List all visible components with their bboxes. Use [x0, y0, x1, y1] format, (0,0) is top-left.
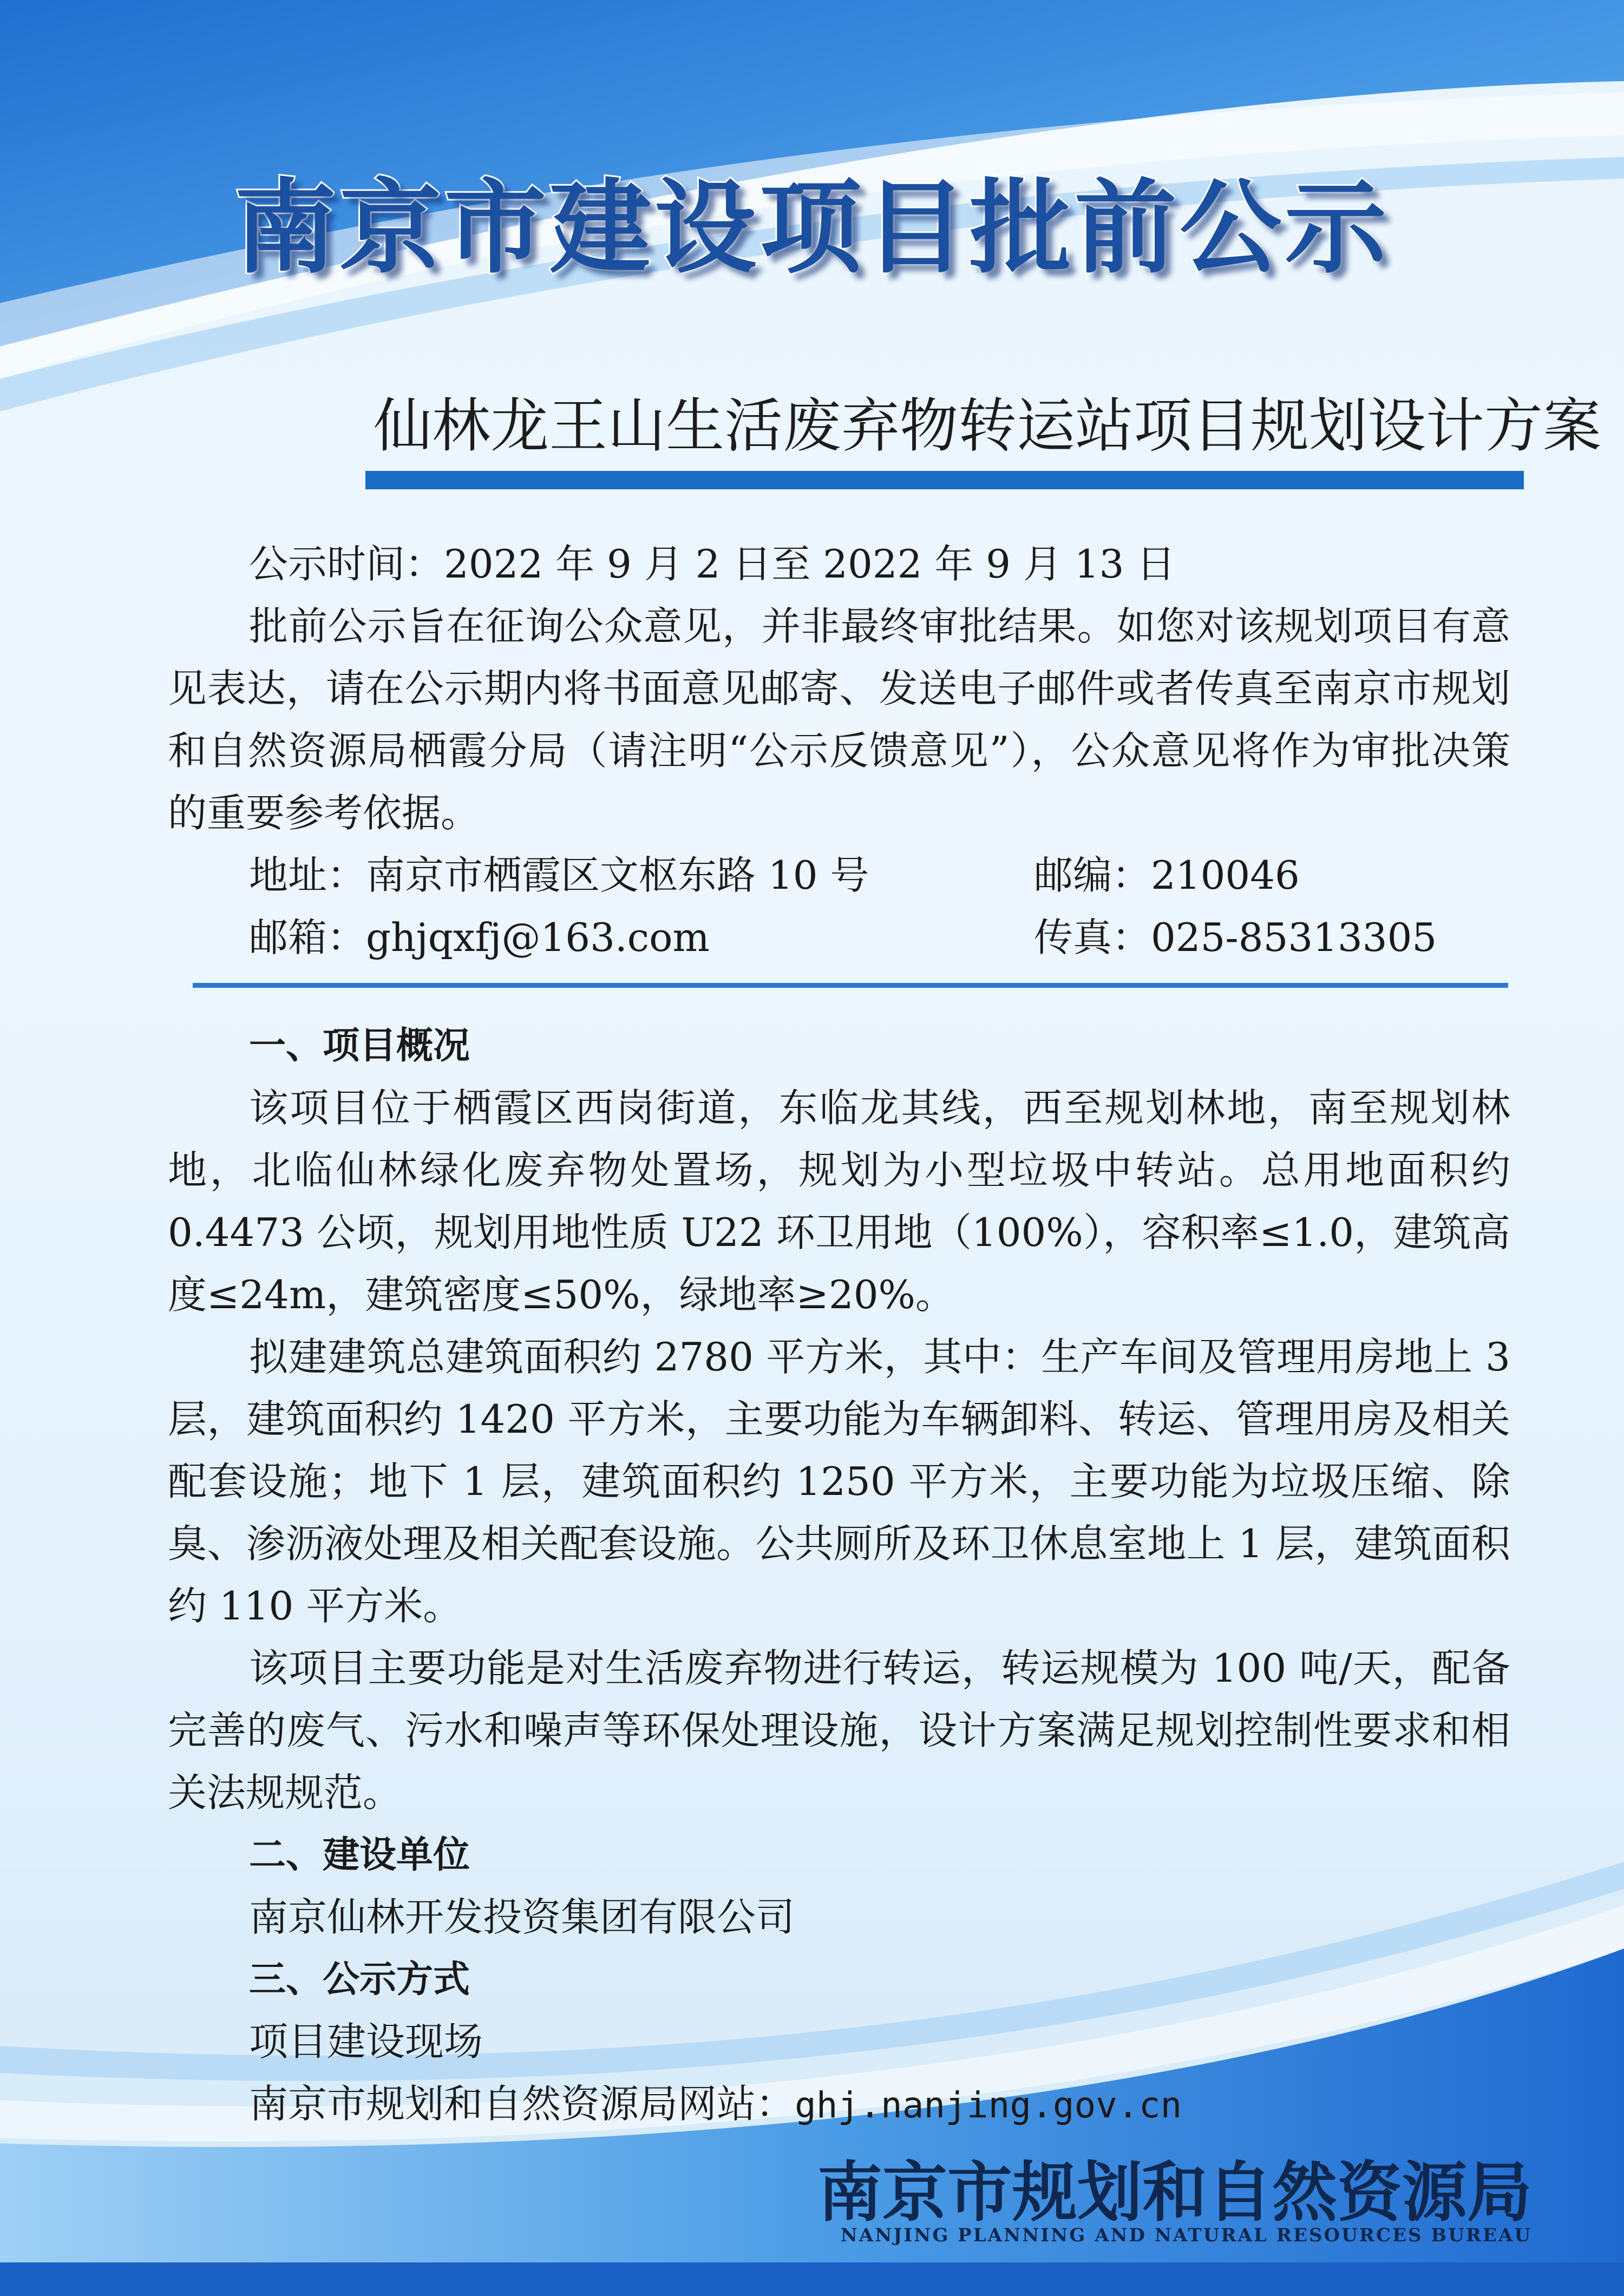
email[interactable]: 邮箱：ghjqxfj@163.com — [249, 915, 710, 960]
builder-heading: 二、建设单位 — [249, 1834, 470, 1877]
overview-paragraph-2: 拟建建筑总建筑面积约 2780 平方米，其中：生产车间及管理用房地上 3 层，建筑面积约 1420 平方米，主要功能为车辆卸料、转运、管理用房及相关配套设施；地下 1 层，建筑面积约 1250 平方米，主要功能为垃圾压缩、除臭、渗沥液处理及相关配套设施。公共厕所及环卫休息室地上 1 层，建筑面积约 110 平方米。 — [168, 1334, 1510, 1629]
contact-row-1 — [168, 844, 1510, 907]
bureau-name-en: NANJING PLANNING AND NATURAL RESOURCES BUREAU — [840, 2225, 1532, 2246]
bureau-name-cn: 南京市规划和自然资源局 — [817, 2154, 1532, 2231]
fax: 传真：025-85313305 — [1034, 915, 1437, 960]
overview-paragraph-1: 该项目位于栖霞区西岗街道，东临龙其线，西至规划林地，南至规划林地，北临仙林绿化废弃物处置场，规划为小型垃圾中转站。总用地面积约 0.4473 公顷，规划用地性质 U22 环卫用地（100%），容积率≤1.0，建筑高度≤24m，建筑密度≤50%，绿地率≥20%。 — [168, 1085, 1510, 1317]
notice-intro: 批前公示旨在征询公众意见，并非最终审批结果。如您对该规划项目有意见表达，请在公示期内将书面意见邮寄、发送电子邮件或者传真至南京市规划和自然资源局栖霞分局（请注明“公示反馈意见”），公众意见将作为审批决策的重要参考依据。 — [168, 603, 1510, 836]
address: 地址：南京市栖霞区文枢东路 10 号 — [249, 852, 869, 898]
project-title: 仙林龙王山生活废弃物转运站项目规划设计方案 — [374, 392, 1602, 460]
notice-period: 公示时间：2022 年 9 月 2 日至 2022 年 9 月 13 日 — [249, 541, 1176, 587]
method-heading: 三、公示方式 — [249, 1958, 470, 2001]
method-item-site: 项目建设现场 — [249, 2019, 483, 2064]
main-title: 南京市建设项目批前公示 — [234, 168, 1390, 287]
postcode: 邮编：210046 — [1034, 852, 1300, 898]
title-underline — [365, 471, 1524, 489]
method-item-website — [168, 2073, 1510, 2136]
website-url[interactable]: ghj.nanjing.gov.cn — [795, 2084, 1182, 2126]
sections-block — [168, 1015, 1510, 2136]
contact-row-2 — [168, 907, 1510, 969]
overview-heading: 一、项目概况 — [249, 1025, 470, 1067]
website-label: 南京市规划和自然资源局网站： — [249, 2081, 795, 2127]
overview-paragraph-3: 该项目主要功能是对生活废弃物进行转运，转运规模为 100 吨/天，配备完善的废气、污水和噪声等环保处理设施，设计方案满足规划控制性要求和相关法规规范。 — [168, 1645, 1510, 1815]
builder-name: 南京仙林开发投资集团有限公司 — [249, 1894, 795, 1940]
section-divider — [193, 983, 1508, 988]
notice-block — [168, 533, 1510, 969]
